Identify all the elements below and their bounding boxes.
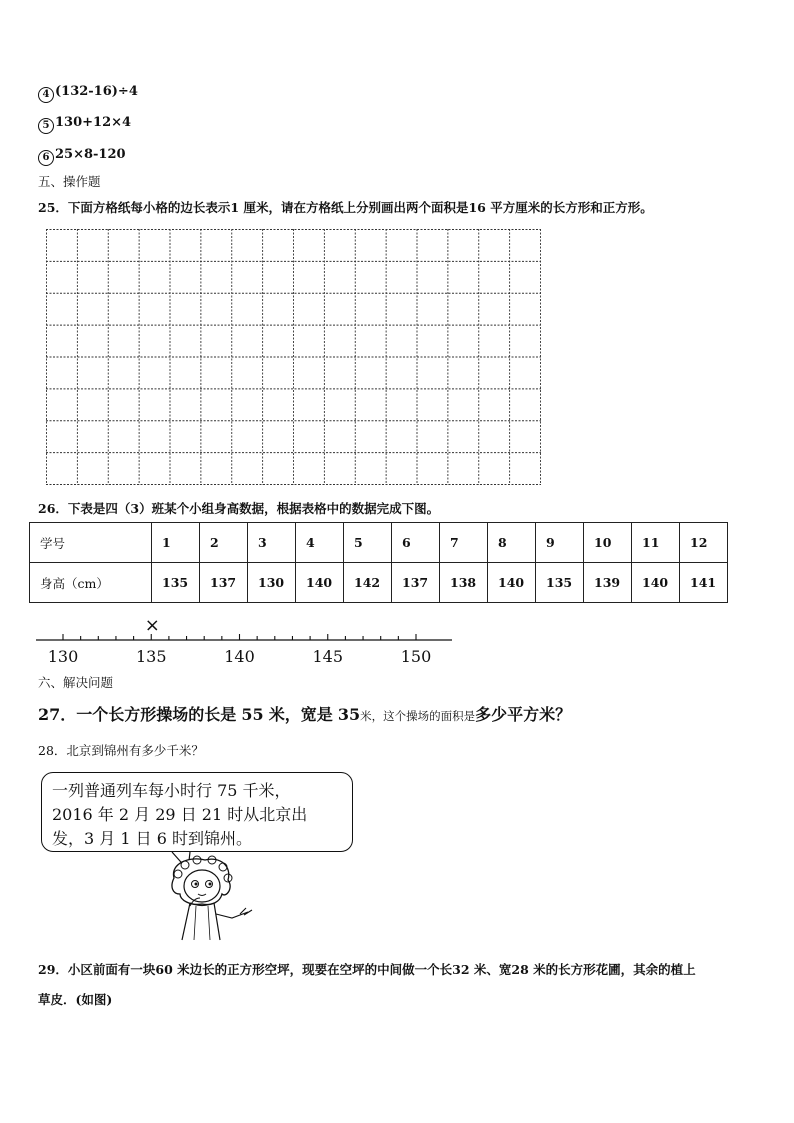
table-cell-id: 2 <box>200 523 248 563</box>
grid-paper <box>46 229 541 485</box>
number-line-cross-mark: × <box>144 615 160 636</box>
circled-number: 4 <box>38 87 54 103</box>
question-26: 26．下表是四（3）班某个小组身高数据，根据表格中的数据完成下图。 <box>38 501 440 516</box>
question-29-line-2: 草皮．(如图) <box>38 992 113 1007</box>
q27-text-part3: 米，这个操场的面积是 <box>360 709 476 723</box>
calc-item-6 <box>38 147 126 166</box>
question-27 <box>38 702 571 725</box>
bubble-line-2: 2016 年 2 月 29 日 21 时从北京出 <box>52 805 308 824</box>
table-cell-id: 11 <box>632 523 680 563</box>
table-cell-height: 142 <box>344 563 392 603</box>
circled-number: 6 <box>38 150 54 166</box>
q27-text-part4: 多少平方米？ <box>475 705 572 724</box>
table-cell-id: 3 <box>248 523 296 563</box>
table-cell-height: 141 <box>680 563 728 603</box>
question-28: 28．北京到锦州有多少千米？ <box>38 743 204 758</box>
table-cell-height: 140 <box>296 563 344 603</box>
table-cell-id: 5 <box>344 523 392 563</box>
question-25: 25．下面方格纸每小格的边长表示1 厘米，请在方格纸上分别画出两个面积是16 平方厘米的长方形和正方形。 <box>38 200 653 215</box>
number-line-label: 140 <box>224 647 255 666</box>
number-line-label: 150 <box>400 647 432 666</box>
table-row-height <box>30 563 728 603</box>
table-cell-height: 135 <box>536 563 584 603</box>
table-cell-height: 137 <box>392 563 440 603</box>
calc-expression: (132-16)÷4 <box>55 84 138 99</box>
section-title-solve: 六、解决问题 <box>38 675 114 690</box>
q27-length-value: 55 <box>241 705 264 724</box>
table-cell-id: 4 <box>296 523 344 563</box>
table-cell-id: 12 <box>680 523 728 563</box>
q27-width-value: 35 <box>337 705 361 724</box>
table-cell-height: 135 <box>152 563 200 603</box>
calc-expression: 25×8-120 <box>55 147 126 162</box>
girl-illustration <box>160 848 255 943</box>
speech-bubble <box>41 772 353 852</box>
table-cell-height: 130 <box>248 563 296 603</box>
circled-number: 5 <box>38 118 54 134</box>
table-row-id <box>30 523 728 563</box>
height-table <box>29 522 728 603</box>
table-cell-height: 137 <box>200 563 248 603</box>
table-cell-id: 7 <box>440 523 488 563</box>
table-cell-height: 140 <box>632 563 680 603</box>
table-cell-height: 139 <box>584 563 632 603</box>
calc-expression: 130+12×4 <box>55 115 132 130</box>
bubble-line-1: 一列普通列车每小时行 75 千米， <box>52 781 291 800</box>
table-cell-id: 6 <box>392 523 440 563</box>
row-label-id: 学号 <box>30 523 152 563</box>
number-line <box>36 614 456 666</box>
q27-text-part1: 27．一个长方形操场的长是 <box>38 705 237 724</box>
q27-text-part2: 米，宽是 <box>268 705 333 724</box>
table-cell-id: 9 <box>536 523 584 563</box>
bubble-line-3: 发，3 月 1 日 6 时到锦州。 <box>52 829 252 848</box>
table-cell-height: 138 <box>440 563 488 603</box>
calc-item-4 <box>38 84 138 103</box>
number-line-label: 135 <box>135 647 167 666</box>
table-cell-height: 140 <box>488 563 536 603</box>
table-cell-id: 8 <box>488 523 536 563</box>
section-title-operation: 五、操作题 <box>38 174 101 189</box>
row-label-height: 身高（cm） <box>30 563 152 603</box>
calc-item-5 <box>38 115 131 134</box>
number-line-label: 130 <box>47 647 79 666</box>
number-line-label: 145 <box>312 647 344 666</box>
table-cell-id: 10 <box>584 523 632 563</box>
question-29-line-1: 29．小区前面有一块60 米边长的正方形空坪，现要在空坪的中间做一个长32 米、宽28 米的长方形花圃，其余的植上 <box>38 962 696 977</box>
table-cell-id: 1 <box>152 523 200 563</box>
